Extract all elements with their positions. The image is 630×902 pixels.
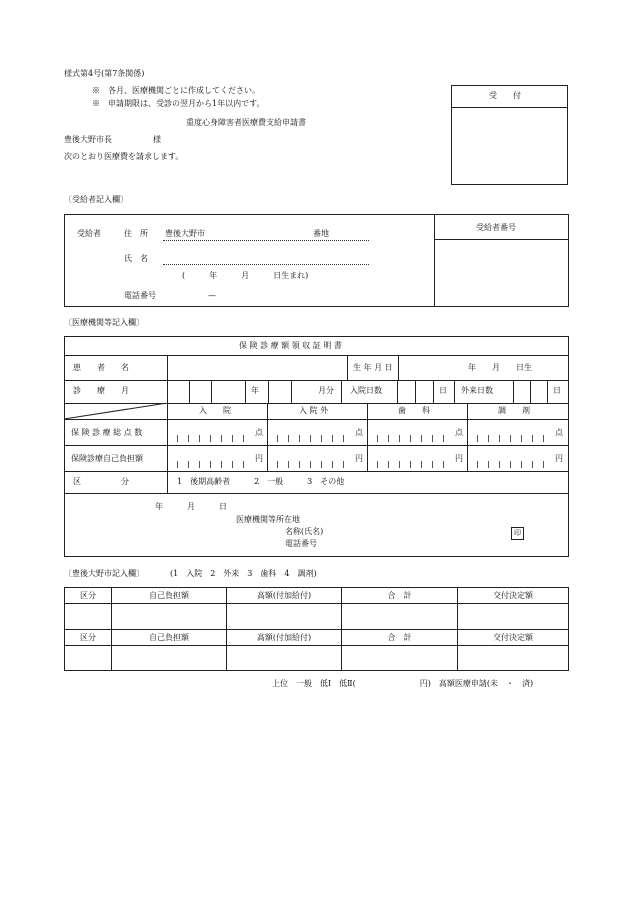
city-header-decision: 交付決定額 xyxy=(458,588,569,604)
classification-options[interactable]: 1 後期高齢者 2 一般 3 その他 xyxy=(177,477,345,486)
digit-tick xyxy=(421,461,422,468)
seal-icon: 印 xyxy=(511,527,524,540)
points-unit-inpatient: 点 xyxy=(255,428,263,437)
digit-tick xyxy=(532,435,533,442)
city-header-total: 合 計 xyxy=(342,588,458,604)
points-unit-outpatient: 点 xyxy=(355,428,363,437)
city-cell[interactable] xyxy=(227,646,342,671)
digit-tick xyxy=(499,461,500,468)
digit-tick xyxy=(543,461,544,468)
digit-tick xyxy=(388,435,389,442)
phone-separator: — xyxy=(208,291,216,300)
yen-unit-pharmacy: 円 xyxy=(555,454,563,463)
note-2: ※ 申請期限は、受診の翌月から1年以内です。 xyxy=(92,99,265,108)
category-pharmacy: 調 剤 xyxy=(498,406,530,415)
address-line[interactable] xyxy=(163,240,369,241)
digit-tick xyxy=(377,461,378,468)
digit-tick xyxy=(199,435,200,442)
digit-tick xyxy=(388,461,389,468)
digit-tick xyxy=(332,435,333,442)
city-cell[interactable] xyxy=(342,646,458,671)
digit-tick xyxy=(321,435,322,442)
facility-address-label: 医療機関等所在地 xyxy=(236,515,300,524)
birthdate-value: 年 月 日生 xyxy=(468,363,532,372)
points-unit-dental: 点 xyxy=(455,428,463,437)
digit-tick xyxy=(410,461,411,468)
city-header-copay: 自己負担額 xyxy=(112,630,227,646)
form-number: 様式第4号(第7条関係) xyxy=(64,69,145,78)
note-1: ※ 各月、医療機関ごとに作成してください。 xyxy=(92,86,260,95)
digit-tick xyxy=(232,461,233,468)
name-line[interactable] xyxy=(163,264,369,265)
certification-date: 年 月 日 xyxy=(155,502,227,511)
city-footer: 上位 一般 低Ⅰ 低Ⅱ( 円) 高額医療申請(未 ・ 済) xyxy=(272,679,534,688)
city-header-decision: 交付決定額 xyxy=(458,630,569,646)
digit-tick xyxy=(277,461,278,468)
digit-tick xyxy=(243,461,244,468)
city-cell[interactable] xyxy=(112,646,227,671)
city-header-class: 区分 xyxy=(65,630,112,646)
digit-tick xyxy=(210,461,211,468)
digit-tick xyxy=(488,435,489,442)
phone-label: 電話番号 xyxy=(124,291,156,300)
recipient-section-label: 〔受給者記入欄〕 xyxy=(64,195,128,204)
digit-tick xyxy=(521,461,522,468)
digit-tick xyxy=(477,461,478,468)
patient-name-label: 患 者 名 xyxy=(73,363,129,372)
digit-tick xyxy=(443,461,444,468)
category-outpatient: 入 院 外 xyxy=(299,406,329,415)
city-header-copay: 自己負担額 xyxy=(112,588,227,604)
year-unit: 年 xyxy=(251,386,259,395)
digit-tick xyxy=(310,435,311,442)
digit-tick xyxy=(510,461,511,468)
digit-tick xyxy=(188,461,189,468)
yen-unit-inpatient: 円 xyxy=(255,454,263,463)
outpatient-days-label: 外来日数 xyxy=(461,386,493,395)
treatment-month-label: 診 療 月 xyxy=(73,386,129,395)
digit-tick xyxy=(277,435,278,442)
digit-tick xyxy=(532,461,533,468)
birthdate-label: 生 年 月 日 xyxy=(353,363,393,372)
digit-tick xyxy=(399,435,400,442)
city-cell[interactable] xyxy=(342,604,458,630)
digit-tick xyxy=(499,435,500,442)
city-table-1 xyxy=(64,587,569,671)
digit-tick xyxy=(510,435,511,442)
city-header-class: 区分 xyxy=(65,588,112,604)
digit-tick xyxy=(232,435,233,442)
medical-section-label: 〔医療機関等記入欄〕 xyxy=(64,318,144,327)
digit-tick xyxy=(343,461,344,468)
city-header-high-cost: 高額(付加給付) xyxy=(227,630,342,646)
total-points-label: 保 険 診 療 総 点 数 xyxy=(71,428,143,437)
city-section-legend: (1 入院 2 外来 3 歯科 4 調剤) xyxy=(170,569,317,578)
classification-label: 区 分 xyxy=(73,477,129,486)
city-cell[interactable] xyxy=(112,604,227,630)
digit-tick xyxy=(199,461,200,468)
facility-name-label: 名称(氏名) xyxy=(285,527,324,536)
yen-unit-outpatient: 円 xyxy=(355,454,363,463)
digit-tick xyxy=(332,461,333,468)
digit-tick xyxy=(521,435,522,442)
digit-tick xyxy=(288,435,289,442)
recipient-label: 受給者 xyxy=(77,229,101,238)
city-section-label: 〔豊後大野市記入欄〕 xyxy=(64,569,144,578)
digit-tick xyxy=(410,435,411,442)
digit-tick xyxy=(310,461,311,468)
category-dental: 歯 科 xyxy=(398,406,430,415)
month-unit: 月分 xyxy=(318,386,334,395)
outpatient-day-unit: 日 xyxy=(553,386,561,395)
city-cell[interactable] xyxy=(458,604,569,630)
digit-tick xyxy=(210,435,211,442)
yen-unit-dental: 円 xyxy=(455,454,463,463)
digit-tick xyxy=(221,435,222,442)
address-value[interactable]: 豊後大野市 xyxy=(165,229,205,238)
digit-tick xyxy=(488,461,489,468)
digit-tick xyxy=(343,435,344,442)
birth-line: ( 年 月 日生まれ) xyxy=(182,271,309,280)
form-title: 重度心身障害者医療費支給申請書 xyxy=(186,118,306,127)
digit-tick xyxy=(432,435,433,442)
request-text: 次のとおり医療費を請求します。 xyxy=(64,152,184,161)
inpatient-days-label: 入院日数 xyxy=(350,386,382,395)
digit-tick xyxy=(421,435,422,442)
recipient-number-label: 受給者番号 xyxy=(476,223,516,232)
facility-phone-label: 電話番号 xyxy=(285,539,317,548)
city-header-total: 合 計 xyxy=(342,630,458,646)
digit-tick xyxy=(299,461,300,468)
banchi-label: 番地 xyxy=(313,229,329,238)
city-cell[interactable] xyxy=(458,646,569,671)
digit-tick xyxy=(432,461,433,468)
digit-tick xyxy=(243,435,244,442)
digit-tick xyxy=(321,461,322,468)
certificate-title: 保 険 診 療 額 領 収 証 明 書 xyxy=(239,341,342,350)
city-header-high-cost: 高額(付加給付) xyxy=(227,588,342,604)
city-cell[interactable] xyxy=(65,646,112,671)
addressee: 豊後大野市長 xyxy=(64,135,112,144)
digit-tick xyxy=(399,461,400,468)
digit-tick xyxy=(543,435,544,442)
addressee-sama: 様 xyxy=(153,135,161,144)
city-cell[interactable] xyxy=(227,604,342,630)
digit-tick xyxy=(188,435,189,442)
digit-tick xyxy=(443,435,444,442)
digit-tick xyxy=(221,461,222,468)
digit-tick xyxy=(377,435,378,442)
inpatient-day-unit: 日 xyxy=(439,386,447,395)
digit-tick xyxy=(177,461,178,468)
digit-tick xyxy=(477,435,478,442)
copay-label: 保険診療自己負担額 xyxy=(71,454,143,463)
patient-name-field[interactable] xyxy=(168,356,346,379)
reception-box xyxy=(451,85,568,185)
diagonal-header-cell xyxy=(64,403,168,420)
digit-tick xyxy=(299,435,300,442)
city-cell[interactable] xyxy=(65,604,112,630)
name-label: 氏 名 xyxy=(124,254,148,263)
digit-tick xyxy=(177,435,178,442)
reception-label: 受 付 xyxy=(489,91,521,100)
address-label: 住 所 xyxy=(124,229,148,238)
category-inpatient: 入 院 xyxy=(199,406,231,415)
digit-tick xyxy=(288,461,289,468)
points-unit-pharmacy: 点 xyxy=(555,428,563,437)
